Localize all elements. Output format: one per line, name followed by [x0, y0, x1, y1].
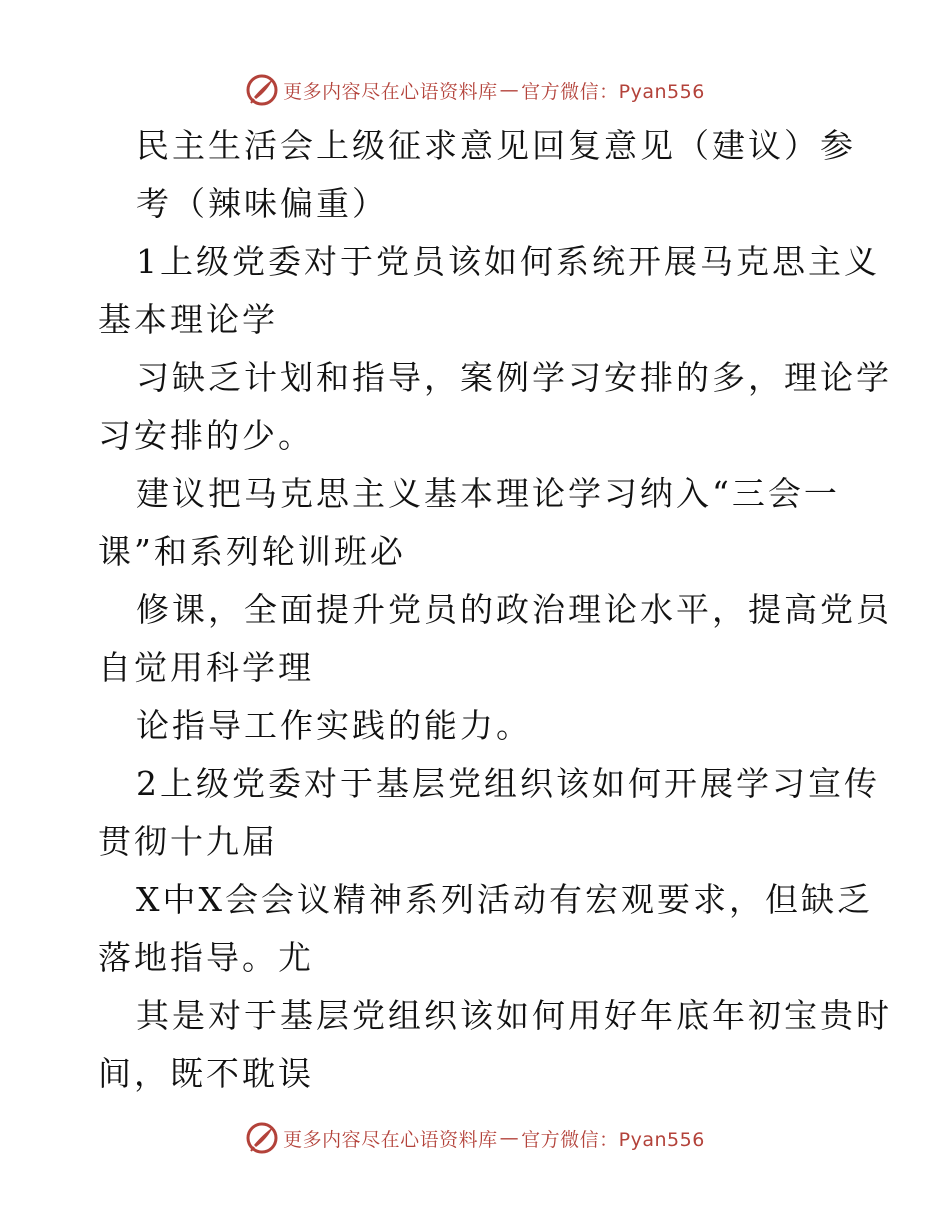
paragraph-line: 论指导工作实践的能力。 [136, 706, 532, 745]
feather-logo-icon [245, 1121, 279, 1155]
paragraph-line: 1上级党委对于党员该如何系统开展马克思主义 [136, 242, 880, 281]
banner-main-text: 更多内容尽在心语资料库 [283, 1128, 498, 1151]
paragraph-line: X中X会会议精神系列活动有宏观要求，但缺乏 [136, 880, 873, 919]
document-body [98, 117, 892, 1103]
feather-logo-icon [245, 73, 279, 107]
paragraph-line: 间，既不耽误 [98, 1054, 314, 1093]
bottom-banner [0, 1118, 950, 1158]
paragraph-line: 自觉用科学理 [98, 648, 314, 687]
paragraph-line: 课”和系列轮训班必 [98, 532, 406, 571]
banner-main-text: 更多内容尽在心语资料库 [283, 80, 498, 103]
paragraph-line: 2上级党委对于基层党组织该如何开展学习宣传 [136, 764, 880, 803]
paragraph-line: 落地指导。尤 [98, 938, 314, 977]
title-line-2: 考（辣味偏重） [136, 184, 388, 223]
paragraph-line: 习安排的少。 [98, 416, 314, 455]
banner-dash: — [499, 1127, 520, 1149]
paragraph-line: 修课，全面提升党员的政治理论水平，提高党员 [136, 590, 892, 629]
paragraph-line: 基本理论学 [98, 300, 278, 339]
banner-wechat-text: 官方微信：Pyan556 [521, 1128, 705, 1151]
paragraph-line: 建议把马克思主义基本理论学习纳入“三会一 [136, 474, 840, 513]
paragraph-line: 习缺乏计划和指导，案例学习安排的多，理论学 [136, 358, 892, 397]
banner-wechat-text: 官方微信：Pyan556 [521, 80, 705, 103]
title-line-1: 民主生活会上级征求意见回复意见（建议）参 [136, 126, 856, 165]
paragraph-line: 贯彻十九届 [98, 822, 278, 861]
banner-dash: — [499, 79, 520, 101]
top-banner [0, 70, 950, 110]
paragraph-line: 其是对于基层党组织该如何用好年底年初宝贵时 [136, 996, 892, 1035]
